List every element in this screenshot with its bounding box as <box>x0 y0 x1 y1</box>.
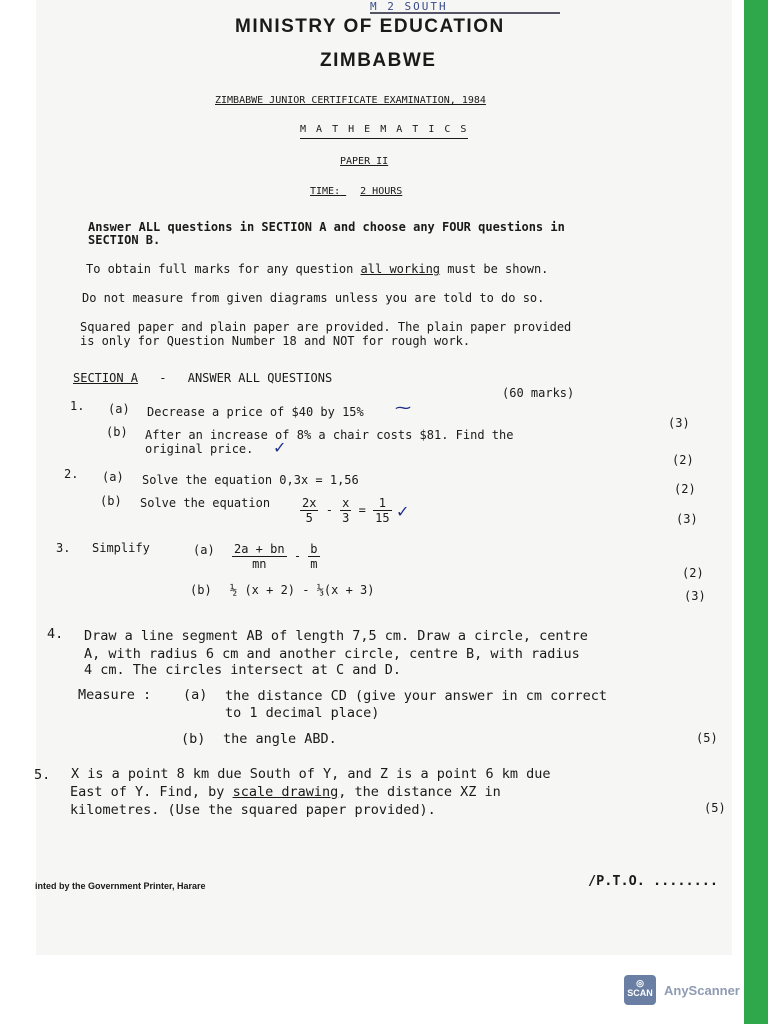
q1-number: 1. <box>70 399 85 413</box>
tick-mark-icon: ✓ <box>396 502 410 521</box>
q2-number: 2. <box>64 467 79 481</box>
q2a-text: Solve the equation 0,3x = 1,56 <box>142 473 359 487</box>
q2b-f1-num: 2x <box>302 496 317 510</box>
q4b-text: the angle ABD. <box>223 731 337 747</box>
q4-marks: (5) <box>696 731 718 745</box>
q1b-text-line2: original price. <box>145 442 254 456</box>
anyscanner-label: AnyScanner <box>664 982 740 998</box>
tick-mark-icon: ✓ <box>273 438 287 457</box>
instruction-line3: Do not measure from given diagrams unless you are told to do so. <box>82 291 545 305</box>
q5-marks: (5) <box>704 801 726 815</box>
q3a-expression <box>232 542 320 571</box>
section-a-heading <box>73 371 332 385</box>
torn-top-label: M 2 SOUTH <box>370 0 560 14</box>
q2b-f3-den: 15 <box>375 511 390 525</box>
q3b-marks: (3) <box>684 589 706 603</box>
instruction-line2-post: must be shown. <box>440 262 549 276</box>
printer-footer: inted by the Government Printer, Harare <box>35 881 206 891</box>
q3a-label: (a) <box>193 543 215 557</box>
q1a-marks: (3) <box>668 416 690 430</box>
q4a-text-line2: to 1 decimal place) <box>225 705 380 721</box>
q2b-text: Solve the equation <box>140 496 271 510</box>
q3b-expression: ½ (x + 2) - ⅓(x + 3) <box>230 583 375 597</box>
pto-footer: /P.T.O. ........ <box>588 873 719 889</box>
instruction-line1b: SECTION B. <box>88 233 161 247</box>
q1a-label: (a) <box>108 402 130 416</box>
q2b-fraction-1 <box>300 496 318 525</box>
q3a-fraction-2 <box>308 542 319 571</box>
q2b-marks: (3) <box>676 512 698 526</box>
q1b-label: (b) <box>106 425 128 439</box>
instruction-line2-pre: To obtain full marks for any question <box>86 262 361 276</box>
q2b-f2-den: 3 <box>342 511 350 525</box>
q2b-f2-num: x <box>342 496 350 510</box>
q5-line2-underlined: scale drawing <box>232 784 339 800</box>
q3a-f2-num: b <box>310 542 318 556</box>
instruction-line4b: is only for Question Number 18 and NOT for rough work. <box>80 334 471 348</box>
instruction-line2 <box>86 262 548 276</box>
section-a-subtitle: ANSWER ALL QUESTIONS <box>187 371 333 385</box>
q4-number: 4. <box>47 626 64 642</box>
q4a-label: (a) <box>183 687 208 703</box>
q5-line2 <box>70 784 501 800</box>
q2b-fraction-2 <box>340 496 351 525</box>
q5-number: 5. <box>34 767 51 783</box>
q4-line2: A, with radius 6 cm and another circle, centre B, with radius <box>84 646 580 662</box>
q2b-f1-den: 5 <box>305 511 313 525</box>
paper-number: PAPER II <box>340 156 389 167</box>
time-value: 2 HOURS <box>360 186 403 197</box>
exam-title: ZIMBABWE JUNIOR CERTIFICATE EXAMINATION, 1984 <box>215 95 486 106</box>
q2b-equals: = <box>358 503 366 517</box>
instruction-line1: Answer ALL questions in SECTION A and choose any FOUR questions in <box>88 220 565 234</box>
q2a-label: (a) <box>102 470 124 484</box>
time-label-text: TIME: <box>310 186 341 197</box>
q5-line2-post: , the distance XZ in <box>338 784 501 800</box>
q5-line1: X is a point 8 km due South of Y, and Z is a point 6 km due <box>71 766 551 782</box>
section-a-dash: - <box>159 371 167 385</box>
q3b-label: (b) <box>190 583 212 597</box>
q4-measure: Measure : <box>78 687 152 703</box>
q1a-text: Decrease a price of $40 by 15% <box>147 405 364 419</box>
q1b-text-line1: After an increase of 8% a chair costs $81. Find the <box>145 428 514 442</box>
subject-title: M A T H E M A T I C S <box>300 124 468 139</box>
ministry-title: MINISTRY OF EDUCATION <box>235 16 505 37</box>
q3a-f1-num: 2a + bn <box>234 542 285 556</box>
q3a-minus: - <box>293 549 302 563</box>
country-title: ZIMBABWE <box>320 50 437 71</box>
q2a-marks: (2) <box>674 482 696 496</box>
q1b-marks: (2) <box>672 453 694 467</box>
q3-simplify: Simplify <box>92 541 150 555</box>
instruction-line4a: Squared paper and plain paper are provided. The plain paper provided <box>80 320 572 334</box>
q2b-label: (b) <box>100 494 122 508</box>
q2b-equation <box>300 496 392 525</box>
q5-line2-pre: East of Y. Find, by <box>70 784 233 800</box>
section-a-marks: (60 marks) <box>502 386 575 400</box>
q3-number: 3. <box>56 541 71 555</box>
q4a-text-line1: the distance CD (give your answer in cm correct <box>225 688 608 704</box>
time-label <box>310 186 402 197</box>
q2b-minus: - <box>325 503 333 517</box>
scan-icon-text: SCAN <box>627 988 653 998</box>
q3a-fraction-1 <box>232 542 287 571</box>
section-a-label: SECTION A <box>73 371 139 385</box>
green-edge <box>744 0 768 1024</box>
q2b-f3-num: 1 <box>373 496 391 511</box>
tick-mark-icon: ⁓ <box>395 398 411 417</box>
q3a-marks: (2) <box>682 566 704 580</box>
q3a-f1-den: mn <box>252 557 267 571</box>
q4-line1: Draw a line segment AB of length 7,5 cm. Draw a circle, centre <box>84 628 588 644</box>
anyscanner-watermark <box>624 975 740 1005</box>
scan-app-icon: ◎ SCAN <box>624 975 656 1005</box>
q2b-fraction-3 <box>373 496 391 525</box>
q4b-label: (b) <box>181 731 206 747</box>
q5-line3: kilometres. (Use the squared paper provided). <box>70 802 436 818</box>
q3a-f2-den: m <box>310 557 318 571</box>
instruction-line2-underlined: all working <box>360 262 441 276</box>
q4-line3: 4 cm. The circles intersect at C and D. <box>84 662 401 678</box>
